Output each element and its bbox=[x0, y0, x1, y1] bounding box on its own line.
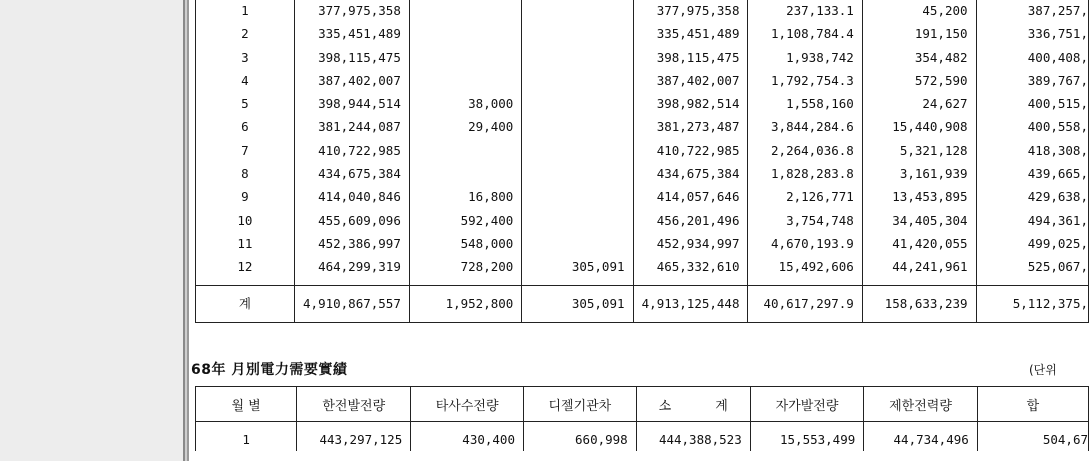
subtotal-cell: 456,201,496 bbox=[633, 209, 748, 232]
total-cell: 400,408, bbox=[976, 46, 1088, 69]
other-company-cell bbox=[409, 46, 521, 69]
total-label: 계 bbox=[196, 285, 295, 322]
total-cell: 387,257, bbox=[976, 0, 1088, 22]
header-kepco-generation: 한전발전량 bbox=[297, 387, 411, 422]
table-row bbox=[196, 209, 1089, 232]
restricted-power-cell: 13,453,895 bbox=[862, 185, 976, 208]
kepco-generation-cell: 381,244,087 bbox=[294, 115, 409, 138]
kepco-generation-cell: 455,609,096 bbox=[294, 209, 409, 232]
kepco-generation-cell: 398,115,475 bbox=[294, 46, 409, 69]
kepco-generation-cell: 410,722,985 bbox=[294, 139, 409, 162]
other-company-cell: 548,000 bbox=[409, 232, 521, 255]
unit-label: (단위 bbox=[1029, 363, 1057, 377]
header-month: 월 별 bbox=[196, 387, 297, 422]
restricted-power-cell: 15,440,908 bbox=[862, 115, 976, 138]
kepco-generation-cell: 398,944,514 bbox=[294, 92, 409, 115]
restricted-power-cell: 354,482 bbox=[862, 46, 976, 69]
self-generation-cell: 2,126,771 bbox=[748, 185, 862, 208]
restricted-power-total: 158,633,239 bbox=[862, 285, 976, 322]
month-cell: 4 bbox=[196, 69, 295, 92]
other-company-cell: 430,400 bbox=[411, 428, 524, 451]
total-cell: 499,025, bbox=[976, 232, 1088, 255]
other-company-cell bbox=[409, 0, 521, 22]
diesel-locomotive-cell bbox=[522, 46, 633, 69]
diesel-locomotive-cell bbox=[522, 139, 633, 162]
header-subtotal: 소 계 bbox=[636, 387, 750, 422]
month-cell: 1 bbox=[196, 0, 295, 22]
self-generation-total: 40,617,297.9 bbox=[748, 285, 862, 322]
subtotal-cell: 410,722,985 bbox=[633, 139, 748, 162]
total-cell: 389,767, bbox=[976, 69, 1088, 92]
self-generation-cell: 2,264,036.8 bbox=[748, 139, 862, 162]
monthly-power-table-1967 bbox=[195, 0, 1089, 323]
monthly-power-table-1968 bbox=[195, 386, 1089, 451]
month-cell: 7 bbox=[196, 139, 295, 162]
diesel-locomotive-cell bbox=[522, 162, 633, 185]
other-company-cell bbox=[409, 139, 521, 162]
subtotal-cell: 381,273,487 bbox=[633, 115, 748, 138]
month-cell: 1 bbox=[196, 428, 297, 451]
subtotal-cell: 377,975,358 bbox=[633, 0, 748, 22]
self-generation-cell: 1,938,742 bbox=[748, 46, 862, 69]
subtotal-cell: 398,115,475 bbox=[633, 46, 748, 69]
self-generation-cell: 1,108,784.4 bbox=[748, 22, 862, 45]
total-cell: 429,638, bbox=[976, 185, 1088, 208]
total-cell: 504,67 bbox=[977, 428, 1088, 451]
other-company-cell bbox=[409, 22, 521, 45]
table-row bbox=[196, 22, 1089, 45]
restricted-power-cell: 24,627 bbox=[862, 92, 976, 115]
diesel-locomotive-cell bbox=[522, 232, 633, 255]
section-title: 68年 月別電力需要實績 bbox=[191, 362, 348, 378]
month-cell: 11 bbox=[196, 232, 295, 255]
self-generation-cell: 3,844,284.6 bbox=[748, 115, 862, 138]
restricted-power-cell: 191,150 bbox=[862, 22, 976, 45]
restricted-power-cell: 5,321,128 bbox=[862, 139, 976, 162]
header-restricted-power: 제한전력량 bbox=[864, 387, 978, 422]
table-row bbox=[196, 185, 1089, 208]
diesel-locomotive-cell bbox=[522, 92, 633, 115]
month-cell: 5 bbox=[196, 92, 295, 115]
diesel-locomotive-cell bbox=[522, 209, 633, 232]
kepco-generation-cell: 414,040,846 bbox=[294, 185, 409, 208]
restricted-power-cell: 572,590 bbox=[862, 69, 976, 92]
document-page bbox=[189, 0, 1089, 461]
table-row bbox=[196, 46, 1089, 69]
month-cell: 10 bbox=[196, 209, 295, 232]
total-cell: 400,558, bbox=[976, 115, 1088, 138]
self-generation-cell: 1,828,283.8 bbox=[748, 162, 862, 185]
other-company-cell: 728,200 bbox=[409, 255, 521, 278]
self-generation-cell: 4,670,193.9 bbox=[748, 232, 862, 255]
diesel-locomotive-cell bbox=[522, 185, 633, 208]
diesel-locomotive-cell bbox=[522, 22, 633, 45]
subtotal-cell: 414,057,646 bbox=[633, 185, 748, 208]
diesel-locomotive-cell bbox=[522, 0, 633, 22]
subtotal-cell: 387,402,007 bbox=[633, 69, 748, 92]
restricted-power-cell: 3,161,939 bbox=[862, 162, 976, 185]
subtotal-cell: 452,934,997 bbox=[633, 232, 748, 255]
diesel-locomotive-cell: 660,998 bbox=[523, 428, 636, 451]
kepco-generation-cell: 464,299,319 bbox=[294, 255, 409, 278]
other-company-total: 1,952,800 bbox=[409, 285, 521, 322]
diesel-locomotive-cell bbox=[522, 69, 633, 92]
total-cell: 418,308, bbox=[976, 139, 1088, 162]
table-row bbox=[196, 162, 1089, 185]
table-row bbox=[196, 428, 1089, 451]
month-cell: 2 bbox=[196, 22, 295, 45]
diesel-locomotive-total: 305,091 bbox=[522, 285, 633, 322]
header-self-generation: 자가발전량 bbox=[750, 387, 864, 422]
total-row bbox=[196, 285, 1089, 322]
self-generation-cell: 15,492,606 bbox=[748, 255, 862, 278]
header-total: 합 bbox=[977, 387, 1088, 422]
restricted-power-cell: 41,420,055 bbox=[862, 232, 976, 255]
other-company-cell: 16,800 bbox=[409, 185, 521, 208]
kepco-generation-total: 4,910,867,557 bbox=[294, 285, 409, 322]
kepco-generation-cell: 434,675,384 bbox=[294, 162, 409, 185]
subtotal-cell: 335,451,489 bbox=[633, 22, 748, 45]
other-company-cell: 38,000 bbox=[409, 92, 521, 115]
self-generation-cell: 15,553,499 bbox=[750, 428, 864, 451]
table-row bbox=[196, 115, 1089, 138]
kepco-generation-cell: 452,386,997 bbox=[294, 232, 409, 255]
table-row bbox=[196, 139, 1089, 162]
diesel-locomotive-cell: 305,091 bbox=[522, 255, 633, 278]
kepco-generation-cell: 377,975,358 bbox=[294, 0, 409, 22]
table-row bbox=[196, 92, 1089, 115]
table-row bbox=[196, 232, 1089, 255]
other-company-cell: 29,400 bbox=[409, 115, 521, 138]
subtotal-cell: 444,388,523 bbox=[636, 428, 750, 451]
grand-total: 5,112,375, bbox=[976, 285, 1088, 322]
month-cell: 8 bbox=[196, 162, 295, 185]
self-generation-cell: 1,558,160 bbox=[748, 92, 862, 115]
total-cell: 439,665, bbox=[976, 162, 1088, 185]
table-row bbox=[196, 255, 1089, 278]
restricted-power-cell: 45,200 bbox=[862, 0, 976, 22]
month-cell: 3 bbox=[196, 46, 295, 69]
subtotal-cell: 398,982,514 bbox=[633, 92, 748, 115]
diesel-locomotive-cell bbox=[522, 115, 633, 138]
self-generation-cell: 1,792,754.3 bbox=[748, 69, 862, 92]
table-row bbox=[196, 69, 1089, 92]
kepco-generation-cell: 443,297,125 bbox=[297, 428, 411, 451]
total-cell: 494,361, bbox=[976, 209, 1088, 232]
self-generation-cell: 237,133.1 bbox=[748, 0, 862, 22]
self-generation-cell: 3,754,748 bbox=[748, 209, 862, 232]
kepco-generation-cell: 387,402,007 bbox=[294, 69, 409, 92]
other-company-cell bbox=[409, 69, 521, 92]
header-other-company: 타사수전량 bbox=[411, 387, 524, 422]
restricted-power-cell: 34,405,304 bbox=[862, 209, 976, 232]
total-cell: 336,751, bbox=[976, 22, 1088, 45]
restricted-power-cell: 44,241,961 bbox=[862, 255, 976, 278]
subtotal-total: 4,913,125,448 bbox=[633, 285, 748, 322]
restricted-power-cell: 44,734,496 bbox=[864, 428, 978, 451]
table-row bbox=[196, 0, 1089, 22]
subtotal-cell: 434,675,384 bbox=[633, 162, 748, 185]
subtotal-cell: 465,332,610 bbox=[633, 255, 748, 278]
kepco-generation-cell: 335,451,489 bbox=[294, 22, 409, 45]
header-diesel-locomotive: 디젤기관차 bbox=[523, 387, 636, 422]
total-cell: 400,515, bbox=[976, 92, 1088, 115]
left-panel bbox=[0, 0, 183, 461]
total-cell: 525,067, bbox=[976, 255, 1088, 278]
month-cell: 9 bbox=[196, 185, 295, 208]
other-company-cell bbox=[409, 162, 521, 185]
table-header-row bbox=[196, 387, 1089, 422]
month-cell: 12 bbox=[196, 255, 295, 278]
month-cell: 6 bbox=[196, 115, 295, 138]
other-company-cell: 592,400 bbox=[409, 209, 521, 232]
